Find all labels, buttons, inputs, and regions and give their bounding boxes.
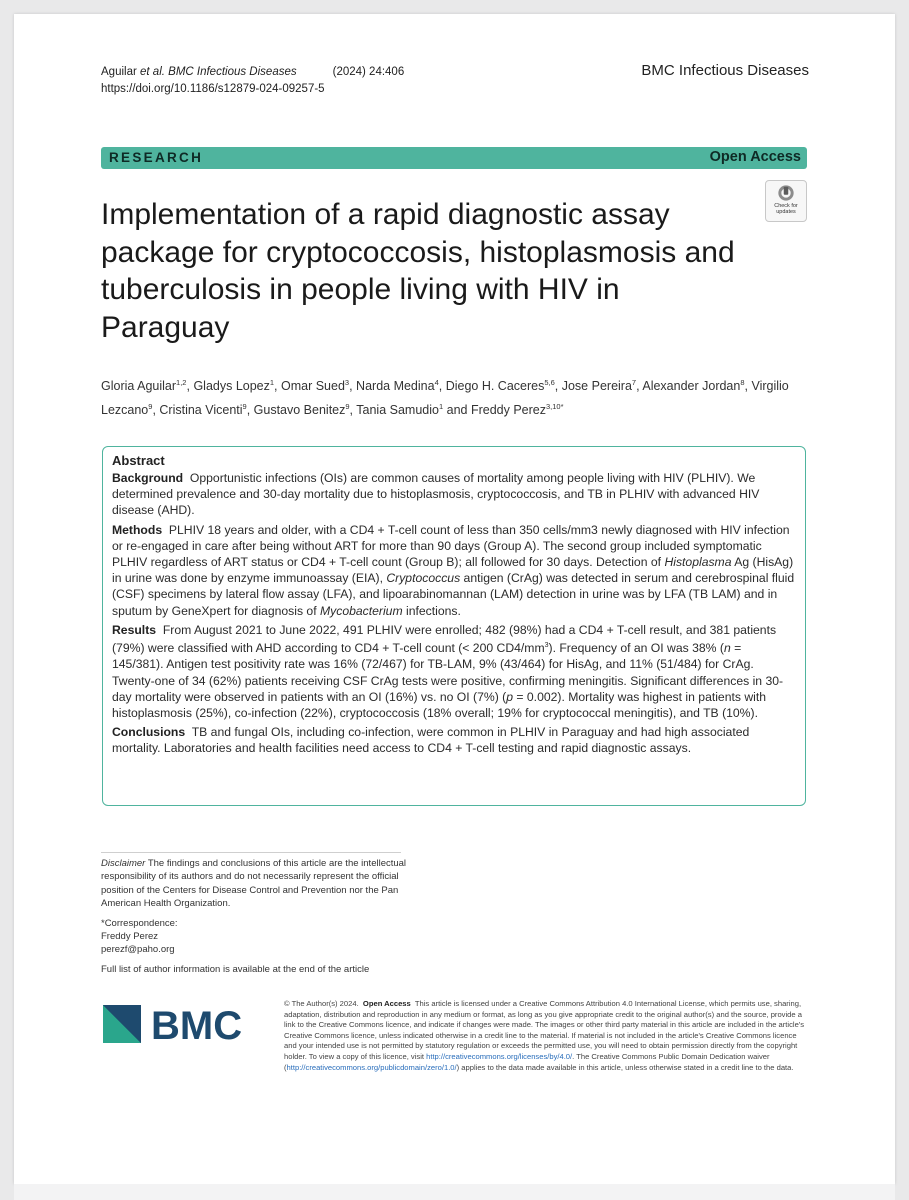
author-affiliation: 1	[269, 378, 275, 387]
author-affiliation: 5,6	[544, 378, 555, 387]
results-italic-n: n	[723, 641, 731, 656]
author-name: Alexander Jordan	[642, 379, 741, 394]
author-name: Narda Medina	[356, 379, 435, 394]
article-page	[14, 14, 895, 1184]
disclaimer-text: The findings and conclusions of this article are the intellectual responsibility of its authors and do not necessarily represent the official position of the Centers for Disease Control and Prevention nor the Pan American Health Organization.	[101, 858, 407, 910]
results-label: Results	[112, 622, 157, 637]
author-affiliation: 9	[242, 401, 247, 411]
author-name: Virgilio Lezcano	[101, 379, 789, 417]
license-link-cc-by[interactable]: http://creativecommons.org/licenses/by/4.0/	[426, 1051, 573, 1061]
author-name: Tania Samudio	[356, 402, 439, 417]
author-list: Gloria Aguilar$^{1,2}$, Gladys Lopez$^1$, Omar Sued$^3$, Narda Medina$^4$, Diego H. Caceres$^{5,6}$, Jose Pereira$^7$, Alexander Jordan$^8$, Virgilio Lezcano$^9$, Cristina Vicenti$^9$, Gustavo Benitez$^9$, Tania Samudio$^1$ and Freddy Perez$^{3,10*}$	[101, 378, 789, 417]
background-text: Opportunistic infections (OIs) are common causes of mortality among people living with HIV (PLHIV). We determined prevalence and 30-day mortality due to histoplasmosis, cryptococcosis, and TB in PLHIV with advanced HIV disease (AHD).	[112, 471, 760, 518]
next-page-edge	[14, 1184, 895, 1200]
citation-header	[101, 64, 404, 98]
results-italic-p: p	[506, 689, 514, 704]
author-name: Gustavo Benitez	[253, 402, 346, 417]
check-for-updates-button[interactable]	[765, 180, 807, 222]
methods-italic-mycobacterium: Mycobacterium	[319, 603, 403, 618]
doi-link[interactable]: https://doi.org/10.1186/s12879-024-09257-5	[101, 83, 325, 95]
citation-journal: et al. BMC Infectious Diseases	[140, 66, 297, 78]
open-access-label: Open Access	[709, 149, 801, 165]
article-type-label: RESEARCH	[109, 150, 204, 165]
author-name: Cristina Vicenti	[159, 402, 243, 417]
article-title: Implementation of a rapid diagnostic assay package for cryptococcosis, histoplasmosis and tuberculosis in people living with HIV in Paraguay	[101, 198, 735, 344]
bmc-logo-icon	[101, 1001, 261, 1047]
methods-text: infections.	[402, 603, 461, 618]
methods-text: PLHIV 18 years and older, with a CD4 + T-cell count of less than 350 cells/mm3 newly diagnosed with HIV infection or re-engaged in care after being without ART for more than 90 days (Group A). The second group included symptomatic PLHIV regardless of ART status or CD4 + T-cell count (Group B); all followed for 30 days. Detection of	[112, 522, 790, 570]
license-text: This article is licensed under a Creative Commons Attribution 4.0 International License, which permits use, sharing, adaptation, distribution and reproduction in any medium or format, as long as you give appropriate credit to the original author(s) and the source, provide a link to the Creative Commons licence, and indicate if changes were made. The images or other third party material in this article are included in the article's Creative Commons licence, unless indicated otherwise in a credit line to the material. If material is not included in the article's Creative Commons licence and your intended use is not permitted by statutory regulation or exceeds the permitted use, you will need to obtain permission directly from the copyright holder. To view a copy of this licence, visit	[284, 999, 805, 1061]
conclusions-text: TB and fungal OIs, including co-infection, were common in PLHIV in Paraguay and had high associated mortality. Laboratories and health facilities need access to CD4 + T-cell testing and rapid diagnostic assays.	[112, 725, 750, 756]
author-affiliation: 3	[344, 378, 350, 387]
author-affiliation: 1,2	[176, 378, 187, 387]
abstract-results	[112, 622, 795, 721]
license-statement	[284, 999, 808, 1073]
bmc-logo	[101, 1001, 261, 1047]
abstract-heading: Abstract	[112, 453, 165, 468]
author-name: Jose Pereira	[561, 379, 632, 394]
correspondence-name: Freddy Perez	[101, 931, 159, 943]
abstract-methods	[112, 522, 795, 619]
author-name: Omar Sued	[281, 379, 345, 394]
results-text: ). Frequency of an OI was 38% (	[548, 641, 724, 656]
citation-volume: (2024) 24:406	[332, 66, 405, 78]
correspondence	[101, 917, 421, 957]
author-affiliation: 4	[434, 378, 439, 387]
license-copyright: © The Author(s) 2024.	[284, 999, 359, 1008]
correspondence-email[interactable]: perezf@paho.org	[101, 944, 175, 956]
author-affiliation: 7	[631, 378, 637, 387]
author-info-note: Full list of author information is available at the end of the article	[101, 963, 370, 975]
methods-text: Ag (HisAg) in urine was done by enzyme immunoassay (EIA),	[112, 555, 794, 586]
bmc-logo-text: BMC	[151, 1004, 243, 1047]
methods-italic-histoplasma: Histoplasma	[664, 555, 732, 570]
author-affiliation: 8	[740, 378, 745, 387]
disclaimer-label: Disclaimer	[101, 858, 146, 869]
abstract-box	[102, 446, 806, 806]
author-affiliation: 1	[438, 401, 444, 411]
author-name: Gladys Lopez	[193, 379, 270, 394]
results-text: = 0.002). Mortality was highest in patients with histoplasmosis (25%), co-infection (22%), cryptococcosis (18% overall; 19% for cryptococcal meningitis), and TB (10%).	[112, 689, 767, 720]
journal-name: BMC Infectious Diseases	[641, 62, 809, 79]
results-text: = 145/381). Antigen test positivity rate was 16% (72/467) for TB-LAM, 9% (43/464) for HisAg, and 11% (51/484) for CrAg. Twenty-one of 34 (62%) patients receiving CSF CrAg tests were positive, confirming meningitis. Significant differences in 30-day mortality were observed in patients with an OI (16%) vs. no OI (7%) (	[112, 641, 784, 704]
license-text: ) applies to the data made available in this article, unless otherwise stated in a credit line to the data.	[456, 1062, 794, 1072]
correspondence-label: *Correspondence:	[101, 917, 178, 929]
check-updates-line1: Check for	[774, 203, 798, 209]
conclusions-label: Conclusions	[112, 725, 186, 740]
check-updates-icon	[777, 184, 795, 202]
disclaimer	[101, 857, 421, 911]
author-affiliation: 3,10*	[546, 401, 564, 411]
author-name: Diego H. Caceres	[445, 379, 545, 394]
methods-text: antigen (CrAg) was detected in serum and cerebrospinal fluid (CSF) specimens by lateral flow assay (LFA), and lipoarabinomannan (LAM) detection in urine was by LFA (TB LAM) and in sputum by GeneXpert for diagnosis of	[112, 571, 795, 618]
footnotes	[101, 852, 421, 982]
author-name: Freddy Perez	[470, 402, 546, 417]
results-text: From August 2021 to June 2022, 491 PLHIV were enrolled; 482 (98%) had a CD4 + T-cell result, and 381 patients (79%) were classified with AHD according to CD4 + T-cell count (< 200 CD4/mm	[112, 622, 777, 656]
author-name: Gloria Aguilar	[101, 379, 177, 394]
author-affiliation: 9	[148, 401, 153, 411]
abstract-background	[112, 470, 795, 519]
license-text: . The Creative Commons Public Domain Dedication waiver (	[284, 1051, 770, 1072]
citation-author: Aguilar	[101, 66, 137, 78]
methods-italic-cryptococcus: Cryptococcus	[386, 571, 461, 586]
abstract-conclusions	[112, 724, 795, 756]
check-updates-line2: updates	[776, 209, 796, 215]
background-label: Background	[112, 471, 184, 485]
author-affiliation: 9	[345, 401, 350, 411]
results-superscript: 3	[544, 642, 549, 650]
methods-label: Methods	[112, 522, 163, 537]
footnote-divider	[101, 852, 401, 853]
article-type-banner	[101, 147, 807, 169]
license-link-cc-zero[interactable]: http://creativecommons.org/publicdomain/zero/1.0/	[286, 1062, 457, 1072]
license-open-access: Open Access	[362, 999, 411, 1008]
